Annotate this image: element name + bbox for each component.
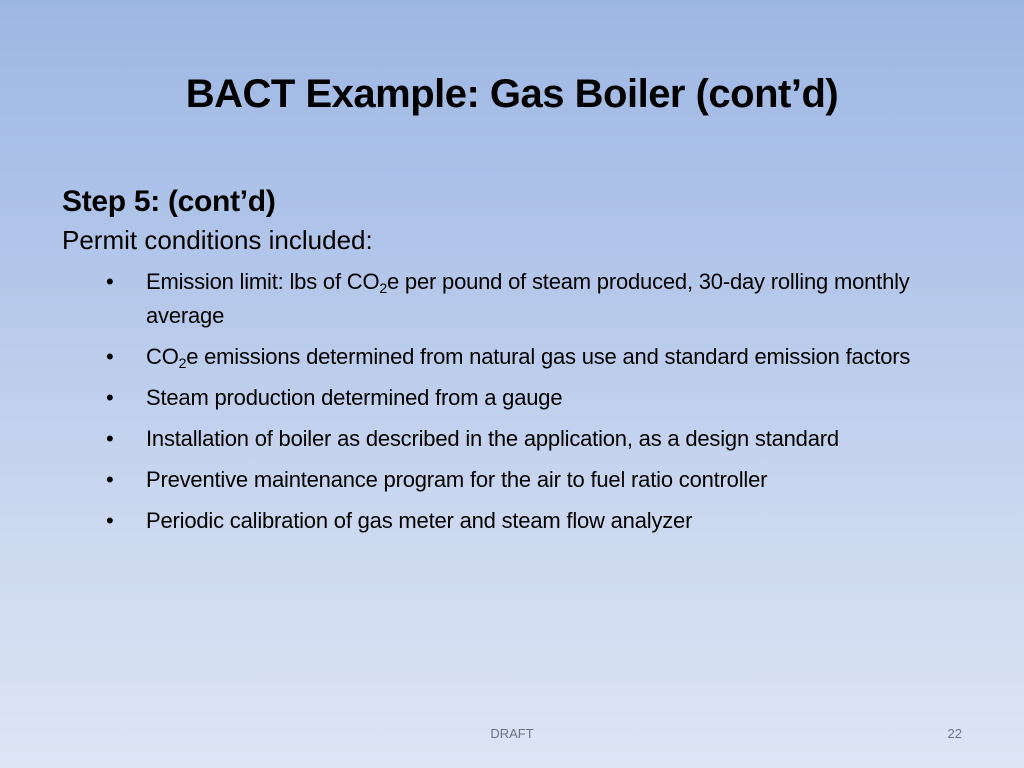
bullet-text: e emissions determined from natural gas use and standard emission factors — [186, 344, 911, 369]
bullet-dot-icon: • — [106, 467, 114, 492]
bullet-text: Periodic calibration of gas meter and steam flow analyzer — [146, 508, 693, 533]
step-heading: Step 5: (cont’d) — [62, 185, 276, 218]
bullet-text: Installation of boiler as described in the application, as a design standard — [146, 426, 839, 451]
bullet-dot-icon: • — [106, 269, 114, 294]
subscript: 2 — [379, 280, 387, 296]
bullet-text: Emission limit: lbs of CO — [146, 269, 380, 294]
bullet-item — [62, 504, 962, 538]
slide-body — [62, 183, 962, 545]
bullet-dot-icon: • — [106, 385, 114, 410]
subscript: 2 — [178, 355, 187, 371]
bullet-item — [62, 422, 962, 456]
page-number: 22 — [947, 726, 962, 741]
bullet-text: Preventive maintenance program for the air to fuel ratio controller — [146, 467, 768, 492]
subheading: Permit conditions included: — [62, 225, 373, 255]
bullet-text: e per pound of steam produced, 30-day rolling monthly average — [146, 269, 910, 328]
bullet-list — [62, 265, 962, 538]
bullet-dot-icon: • — [106, 344, 114, 369]
bullet-text: CO — [146, 344, 179, 369]
bullet-item — [62, 463, 962, 497]
footer-draft-label: DRAFT — [490, 726, 534, 741]
bullet-item — [62, 265, 962, 333]
bullet-item — [62, 381, 962, 415]
bullet-dot-icon: • — [106, 508, 114, 533]
slide-title: BACT Example: Gas Boiler (cont’d) — [185, 72, 839, 116]
bullet-item — [62, 340, 962, 374]
bullet-text: Steam production determined from a gauge — [146, 385, 563, 410]
bullet-dot-icon: • — [106, 426, 114, 451]
